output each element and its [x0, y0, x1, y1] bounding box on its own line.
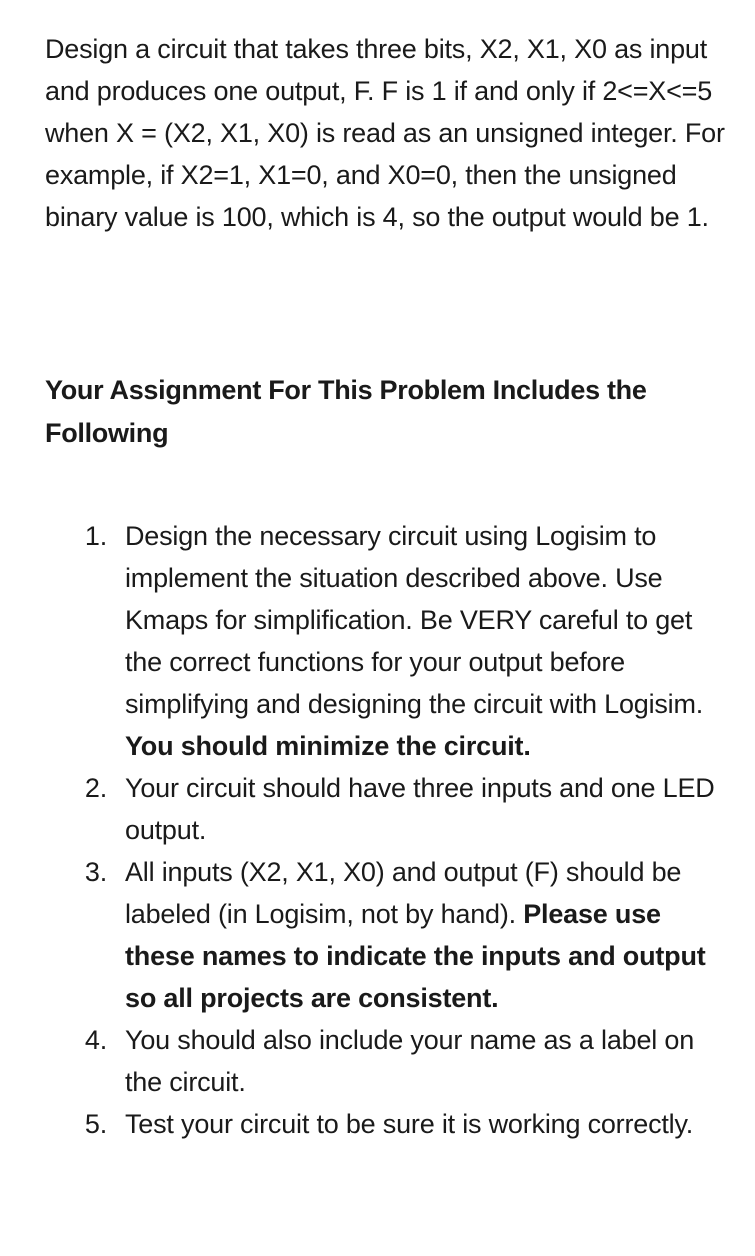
step-bold-text: You should minimize the circuit. [125, 731, 531, 761]
assignment-heading: Your Assignment For This Problem Includes the Following [45, 375, 647, 448]
list-item-text [125, 1019, 735, 1103]
list-item-text [125, 851, 735, 1019]
list-number: 3. [84, 857, 107, 887]
step-bold-text: Please use these names to indicate the inputs and output so all projects are consistent. [125, 899, 706, 1013]
list-item [45, 1103, 735, 1145]
step-text: You should also include your name as a label on the circuit. [125, 1025, 695, 1097]
list-item-text [125, 515, 735, 767]
list-item-text [125, 767, 735, 851]
list-number: 2. [84, 773, 107, 803]
list-number: 5. [84, 1109, 107, 1139]
list-number: 4. [84, 1025, 107, 1055]
list-item [45, 851, 735, 1019]
list-item [45, 1019, 735, 1103]
problem-description: Design a circuit that takes three bits, X2, X1, X0 as input and produces one output, F. F is 1 if and only if 2<=X<=5 when X = (X2, X1, X0) is read as an unsigned integer. For example, if X2=1, X1=0, and X0=0, then the unsigned binary value is 100, which is 4, so the output would be 1. [45, 34, 725, 232]
step-text: Design the necessary circuit using Logisim to implement the situation described above. Use Kmaps for simplification. Be VERY careful to get the correct functions for your output before simplifying and designing the circuit with Logisim. [125, 521, 704, 719]
step-text: Test your circuit to be sure it is working correctly. [125, 1109, 694, 1139]
list-item [45, 515, 735, 767]
list-item-text [125, 1103, 735, 1145]
list-item [45, 767, 735, 851]
step-text: All inputs (X2, X1, X0) and output (F) should be labeled (in Logisim, not by hand). [125, 857, 682, 929]
step-text: Your circuit should have three inputs and one LED output. [125, 773, 715, 845]
list-number: 1. [84, 521, 107, 551]
assignment-steps [45, 515, 735, 1145]
